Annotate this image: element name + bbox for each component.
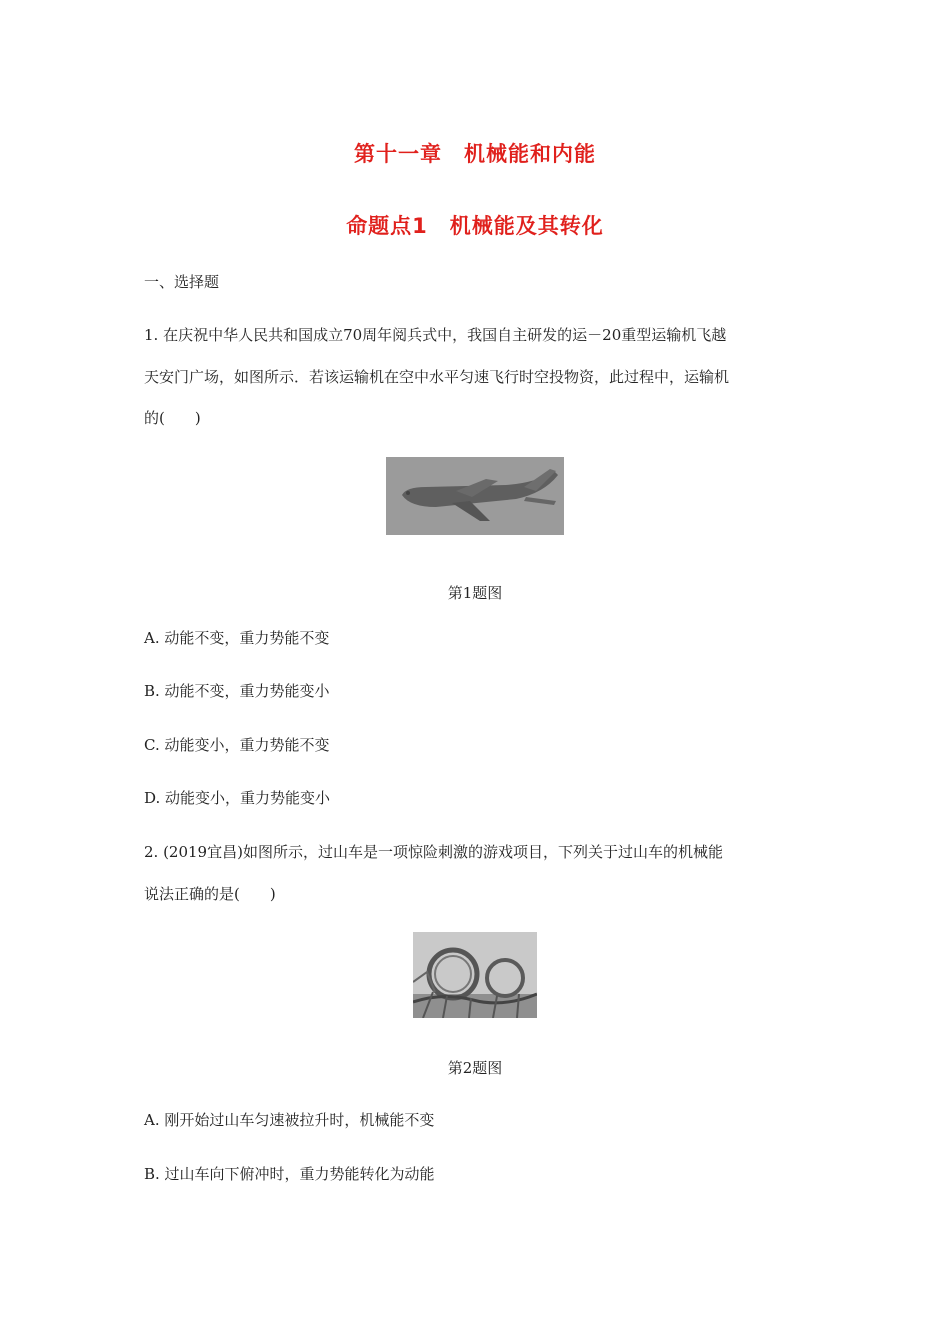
q1-option-c: C. 动能变小，重力势能不变: [144, 736, 330, 754]
q1-line-2: 天安门广场，如图所示．若该运输机在空中水平匀速飞行时空投物资，此过程中，运输机: [144, 368, 730, 386]
q2-line-1: 2. (2019宜昌)如图所示，过山车是一项惊险刺激的游戏项目，下列关于过山车的机械能: [144, 843, 723, 861]
q1-figure-airplane: [386, 457, 564, 535]
q1-line-3: 的( ): [144, 409, 201, 427]
q1-option-d: D. 动能变小，重力势能变小: [144, 789, 331, 807]
q2-option-a: A. 刚开始过山车匀速被拉升时，机械能不变: [144, 1111, 435, 1129]
q2-caption: 第2题图: [447, 1059, 503, 1077]
q1-caption: 第1题图: [447, 584, 503, 602]
part-heading: 一、选择题: [144, 273, 220, 291]
roller-coaster-illustration: [413, 932, 537, 1018]
q1-option-b: B. 动能不变，重力势能变小: [144, 682, 330, 700]
q2-line-2: 说法正确的是( ): [144, 885, 276, 903]
q1-option-a: A. 动能不变，重力势能不变: [144, 629, 330, 647]
q2-figure-roller-coaster: [413, 932, 537, 1018]
section-title: 命题点1 机械能及其转化: [346, 214, 604, 238]
airplane-illustration: [386, 457, 564, 535]
chapter-title: 第十一章 机械能和内能: [354, 142, 596, 166]
q2-option-b: B. 过山车向下俯冲时，重力势能转化为动能: [144, 1165, 435, 1183]
q1-line-1: 1. 在庆祝中华人民共和国成立70周年阅兵式中，我国自主研发的运－20重型运输机飞越: [144, 326, 727, 344]
